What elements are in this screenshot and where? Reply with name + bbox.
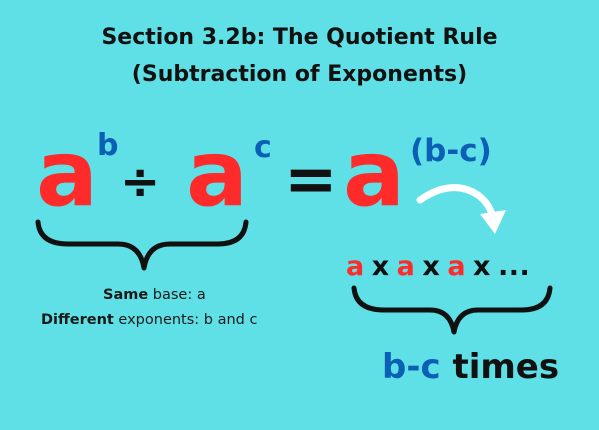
left-curly-brace <box>38 222 246 268</box>
repeated-multiplication <box>346 253 537 280</box>
divide-sign: ÷ <box>120 154 161 210</box>
right-curly-brace <box>354 288 550 332</box>
times-exponent: b-c <box>382 347 441 387</box>
times-sign: x <box>371 251 390 282</box>
slide-title: Section 3.2b: The Quotient Rule <box>101 25 498 50</box>
times-count-label <box>382 347 560 387</box>
factor-a: a <box>396 251 416 282</box>
factor-a: a <box>346 251 365 282</box>
times-sign: x <box>422 251 441 282</box>
different-exponents-note <box>41 313 257 328</box>
equals-sign: = <box>284 143 338 217</box>
times-word: times <box>440 347 560 387</box>
slide-subtitle: (Subtraction of Exponents) <box>131 62 468 87</box>
different-label: Different <box>41 312 114 328</box>
exponent-b: b <box>97 128 119 163</box>
curved-arrow-icon <box>420 188 506 234</box>
ellipsis: ... <box>497 251 531 282</box>
base-a-left: a <box>36 120 99 227</box>
base-a-right: a <box>186 120 249 227</box>
same-base-note <box>103 288 206 303</box>
exponent-c: c <box>254 130 272 165</box>
different-exponents-text: exponents: b and c <box>113 312 258 328</box>
base-a-result: a <box>343 120 406 227</box>
factor-a: a <box>447 251 467 282</box>
same-base-text: base: a <box>148 287 206 303</box>
exponent-b-minus-c: (b-c) <box>410 133 492 169</box>
times-sign: x <box>473 251 491 282</box>
same-label: Same <box>103 287 149 303</box>
